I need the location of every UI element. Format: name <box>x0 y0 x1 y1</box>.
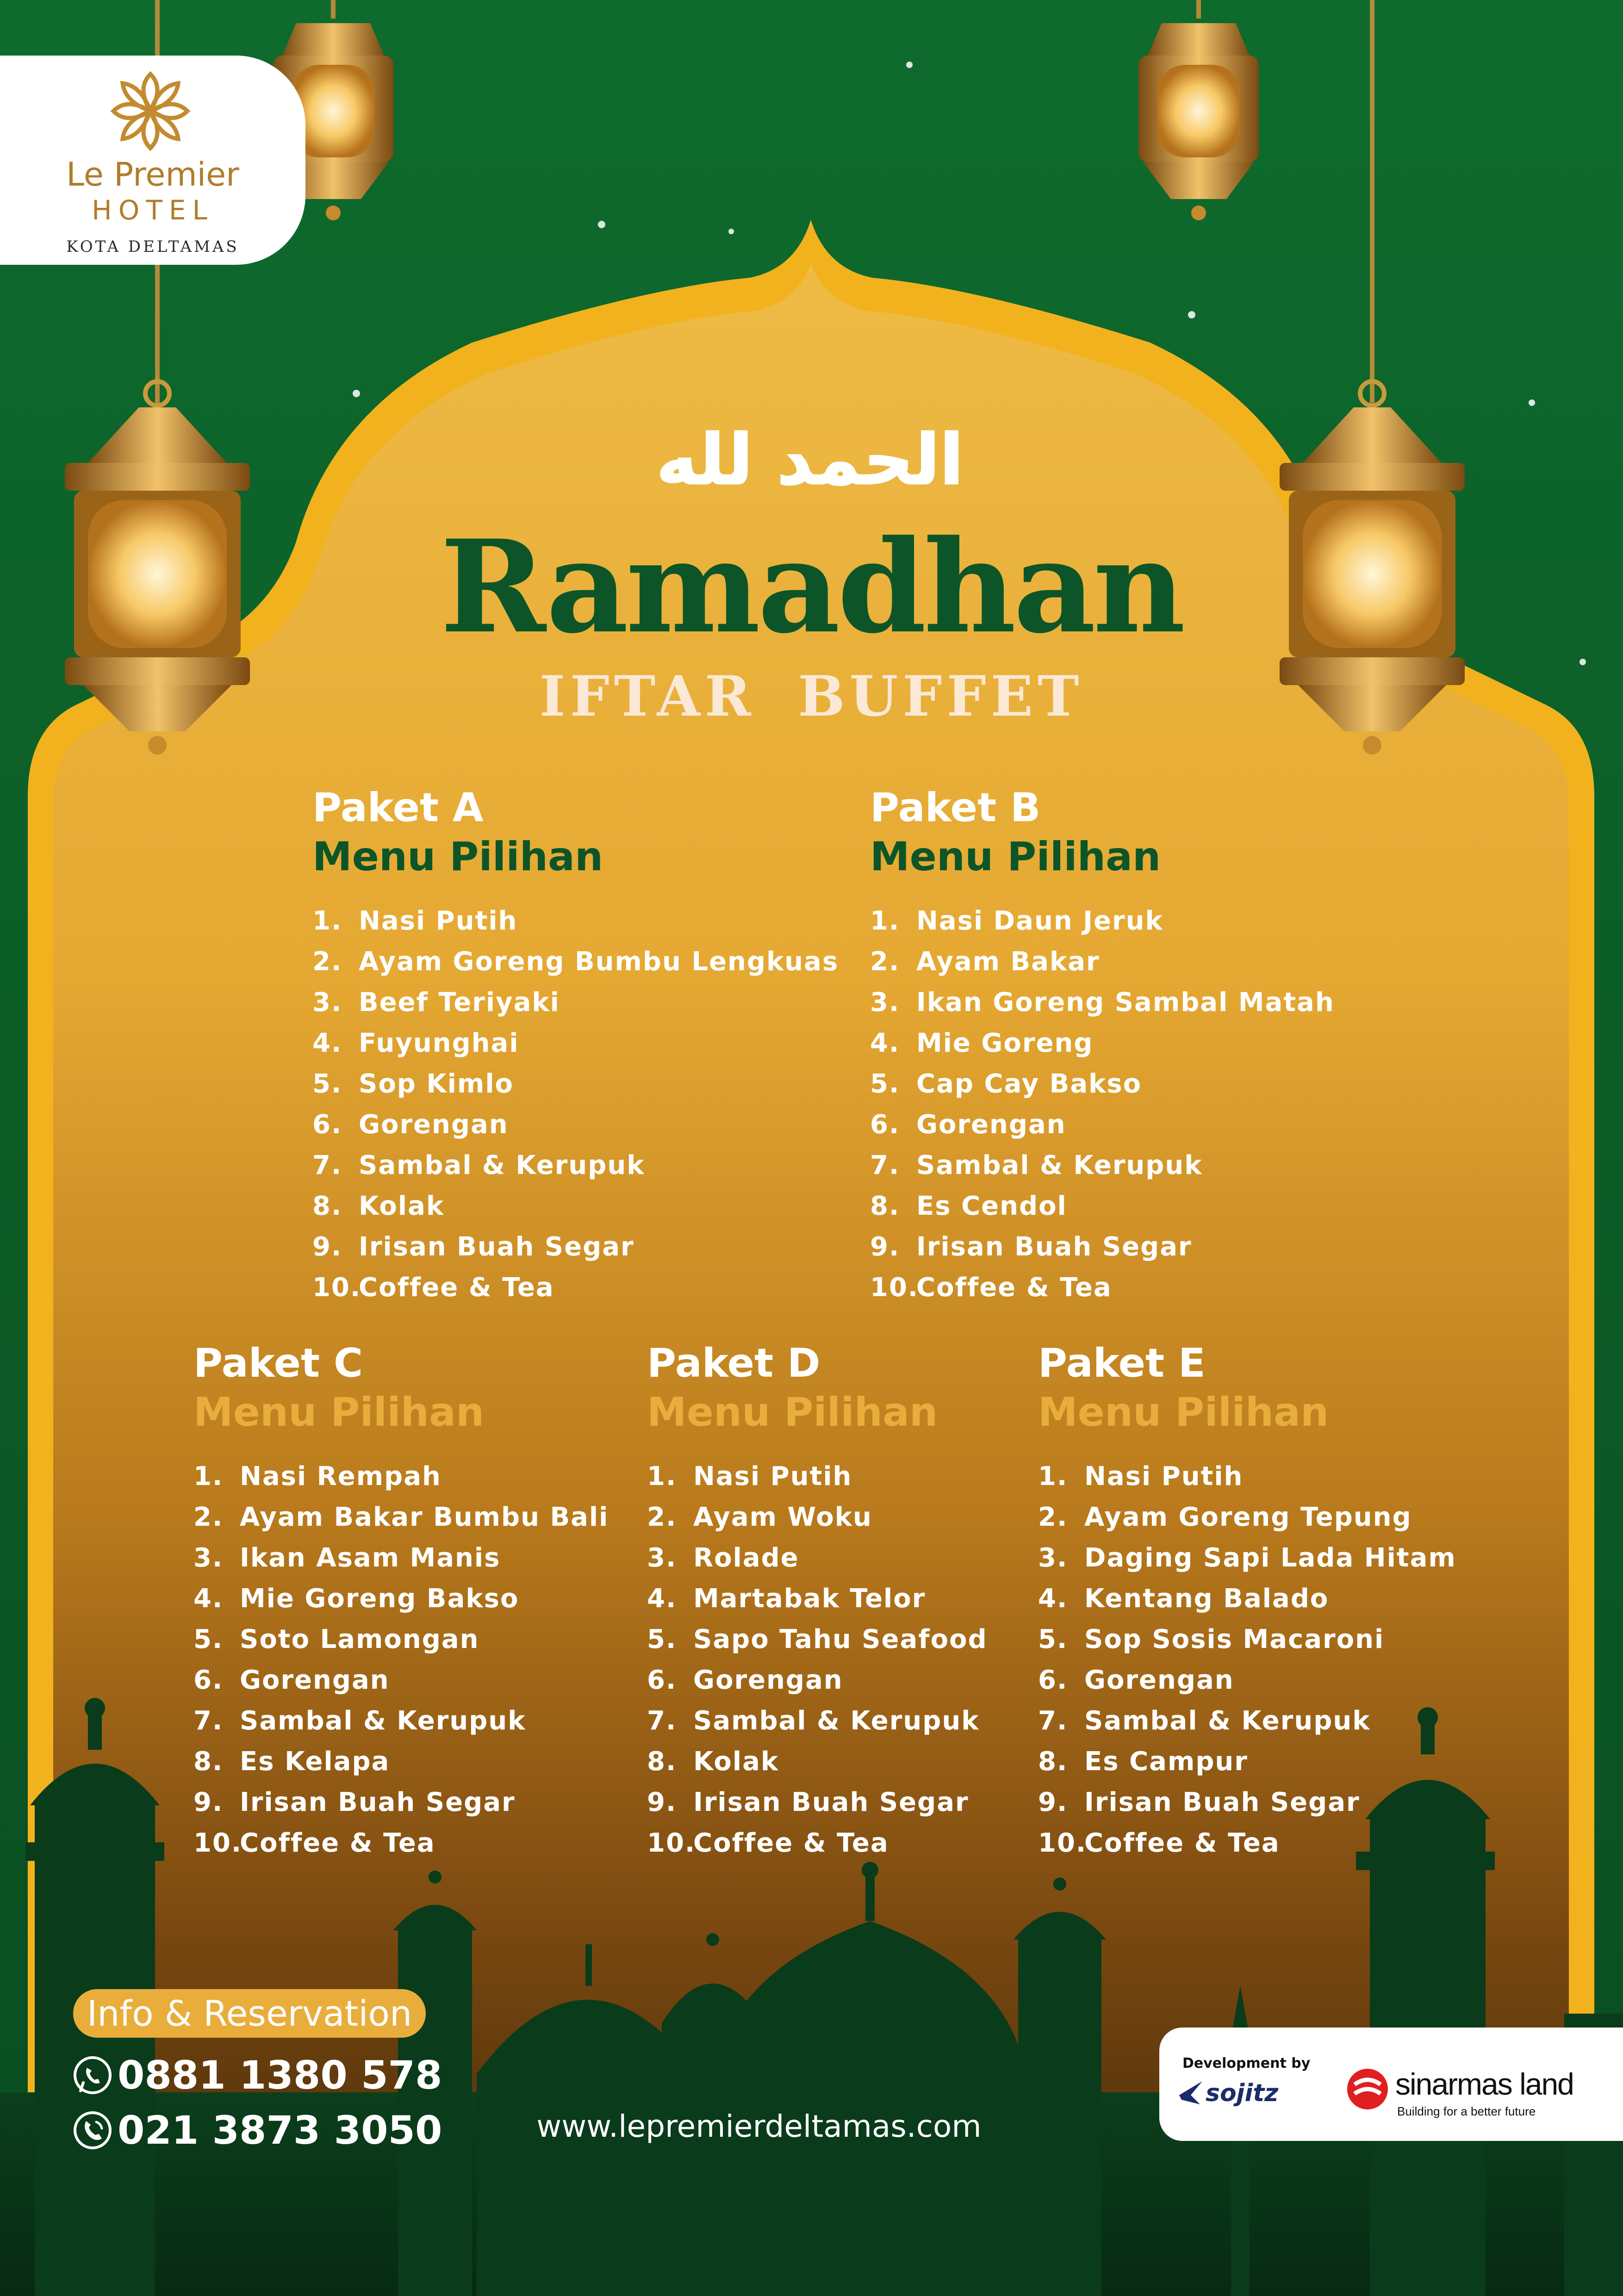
package-title: Paket C <box>193 1340 363 1386</box>
whatsapp-icon <box>70 2053 115 2097</box>
package-c <box>193 1340 609 1864</box>
list-item: 6. Gorengan <box>193 1665 390 1695</box>
list-item: 10. Coffee & Tea <box>1038 1828 1280 1858</box>
list-item: 4. Mie Goreng <box>870 1028 1094 1058</box>
partners-card <box>1159 2028 1623 2141</box>
list-item: 2. Ayam Bakar <box>870 947 1100 977</box>
list-item: 9. Irisan Buah Segar <box>647 1787 969 1817</box>
list-item: 9. Irisan Buah Segar <box>312 1232 634 1262</box>
phone-number: 021 3873 3050 <box>118 2108 442 2153</box>
package-title: Paket D <box>647 1340 821 1386</box>
package-b <box>870 785 1335 1308</box>
sojitz-logo-icon <box>1177 2077 1205 2109</box>
hotel-location: KOTA DELTAMAS <box>66 237 239 256</box>
arabic-calligraphy <box>656 396 964 521</box>
flower-logo-icon <box>104 65 197 157</box>
list-item: 9. Irisan Buah Segar <box>870 1232 1192 1262</box>
package-menu-list <box>870 901 1335 1308</box>
list-item: 8. Kolak <box>647 1747 779 1777</box>
list-item: 8. Es Kelapa <box>193 1747 390 1777</box>
list-item: 3. Beef Teriyaki <box>312 987 560 1017</box>
package-subtitle: Menu Pilihan <box>193 1389 485 1435</box>
list-item: 4. Kentang Balado <box>1038 1584 1329 1614</box>
list-item: 3. Ikan Goreng Sambal Matah <box>870 987 1335 1017</box>
package-subtitle: Menu Pilihan <box>647 1389 938 1435</box>
whatsapp-number: 0881 1380 578 <box>118 2053 442 2098</box>
phone-contact[interactable] <box>70 2105 442 2156</box>
list-item: 7. Sambal & Kerupuk <box>312 1150 645 1180</box>
list-item: 1. Nasi Putih <box>312 906 518 936</box>
page-subtitle: IFTAR BUFFET <box>539 664 1084 729</box>
list-item: 6. Gorengan <box>647 1665 843 1695</box>
list-item: 8. Es Campur <box>1038 1747 1248 1777</box>
list-item: 2. Ayam Woku <box>647 1502 872 1532</box>
list-item: 2. Ayam Bakar Bumbu Bali <box>193 1502 609 1532</box>
list-item: 9. Irisan Buah Segar <box>1038 1787 1360 1817</box>
partner-name: sinarmas land <box>1395 2067 1573 2101</box>
whatsapp-contact[interactable] <box>70 2050 442 2101</box>
package-subtitle: Menu Pilihan <box>1038 1389 1329 1435</box>
package-menu-list <box>1038 1456 1456 1864</box>
partner-tagline: Building for a better future <box>1397 2104 1536 2118</box>
list-item: 4. Mie Goreng Bakso <box>193 1584 519 1614</box>
list-item: 1. Nasi Putih <box>1038 1461 1244 1491</box>
list-item: 4. Fuyunghai <box>312 1028 519 1058</box>
list-item: 4. Martabak Telor <box>647 1584 926 1614</box>
list-item: 10. Coffee & Tea <box>312 1273 554 1303</box>
hotel-type: HOTEL <box>92 194 214 226</box>
package-title: Paket A <box>312 785 484 831</box>
package-d <box>647 1340 988 1864</box>
website-link[interactable]: www.lepremierdeltamas.com <box>536 2109 982 2144</box>
list-item: 2. Ayam Goreng Bumbu Lengkuas <box>312 947 839 977</box>
list-item: 1. Nasi Putih <box>647 1461 852 1491</box>
list-item: 5. Sop Kimlo <box>312 1069 514 1099</box>
phone-icon <box>70 2108 115 2152</box>
package-title: Paket B <box>870 785 1041 831</box>
list-item: 5. Cap Cay Bakso <box>870 1069 1142 1099</box>
list-item: 10. Coffee & Tea <box>193 1828 435 1858</box>
info-reservation-label: Info & Reservation <box>73 1989 426 2038</box>
list-item: 7. Sambal & Kerupuk <box>870 1150 1203 1180</box>
list-item: 1. Nasi Daun Jeruk <box>870 906 1163 936</box>
list-item: 1. Nasi Rempah <box>193 1461 442 1491</box>
package-title: Paket E <box>1038 1340 1206 1386</box>
package-menu-list <box>312 901 839 1308</box>
list-item: 6. Gorengan <box>870 1110 1066 1140</box>
list-item: 7. Sambal & Kerupuk <box>647 1706 980 1736</box>
list-item: 7. Sambal & Kerupuk <box>1038 1706 1371 1736</box>
list-item: 10. Coffee & Tea <box>647 1828 889 1858</box>
list-item: 5. Sop Sosis Macaroni <box>1038 1624 1385 1654</box>
list-item: 8. Kolak <box>312 1191 445 1221</box>
list-item: 9. Irisan Buah Segar <box>193 1787 516 1817</box>
package-subtitle: Menu Pilihan <box>870 834 1161 880</box>
sinarmas-logo-icon <box>1344 2066 1391 2112</box>
development-by-label: Development by <box>1182 2055 1311 2071</box>
list-item: 3. Daging Sapi Lada Hitam <box>1038 1543 1456 1573</box>
package-a <box>312 785 839 1308</box>
arabic-calligraphy-text: الحمد لله <box>656 420 964 500</box>
list-item: 3. Rolade <box>647 1543 799 1573</box>
package-menu-list <box>647 1456 988 1864</box>
list-item: 7. Sambal & Kerupuk <box>193 1706 526 1736</box>
list-item: 8. Es Cendol <box>870 1191 1067 1221</box>
developer-name: sojitz <box>1206 2079 1279 2107</box>
package-e <box>1038 1340 1456 1864</box>
list-item: 6. Gorengan <box>312 1110 509 1140</box>
hotel-name: Le Premier <box>66 156 239 193</box>
hotel-logo-card[interactable] <box>0 56 305 265</box>
list-item: 5. Sapo Tahu Seafood <box>647 1624 988 1654</box>
list-item: 6. Gorengan <box>1038 1665 1234 1695</box>
list-item: 3. Ikan Asam Manis <box>193 1543 501 1573</box>
package-menu-list <box>193 1456 609 1864</box>
list-item: 5. Soto Lamongan <box>193 1624 479 1654</box>
package-subtitle: Menu Pilihan <box>312 834 603 880</box>
page-title: Ramadhan <box>440 512 1183 661</box>
list-item: 2. Ayam Goreng Tepung <box>1038 1502 1412 1532</box>
list-item: 10. Coffee & Tea <box>870 1273 1112 1303</box>
